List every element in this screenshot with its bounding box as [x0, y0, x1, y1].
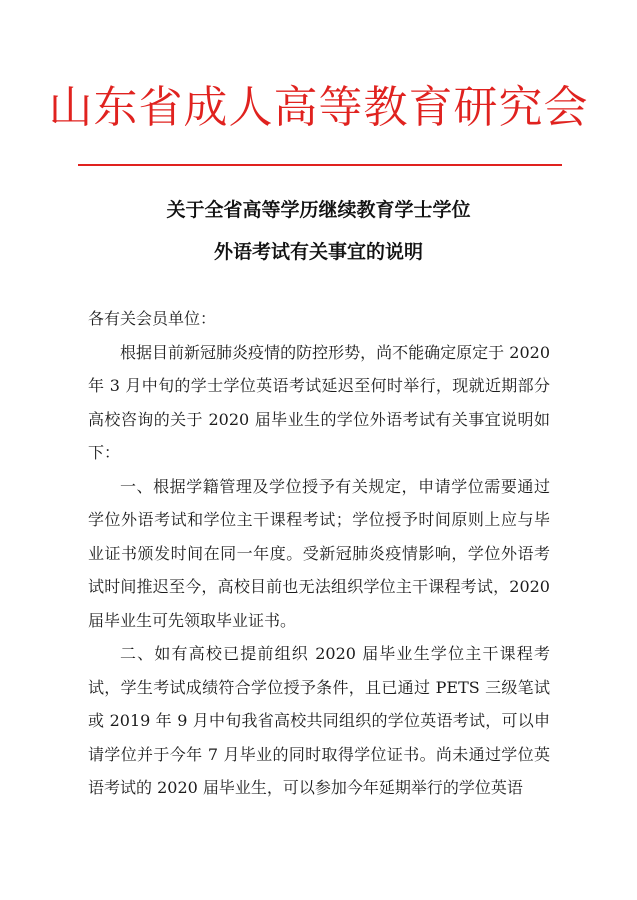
document-title-line-1: 关于全省高等学历继续教育学士学位 [166, 199, 471, 221]
salutation: 各有关会员单位： [88, 309, 217, 328]
paragraph-item-1: 一、根据学籍管理及学位授予有关规定，申请学位需要通过学位外语考试和学位主干课程考试；学位授予时间原则上应与毕业证书颁发时间在同一年度。受新冠肺炎疫情影响，学位外语考试时间推迟至今，高校目前也无法组织学位主干课程考试，2020 届毕业生可先领取毕业证书。 [88, 476, 550, 630]
paragraph-item-2: 二、如有高校已提前组织 2020 届毕业生学位主干课程考试，学生考试成绩符合学位授予条件，且已通过 PETS 三级笔试或 2019 年 9 月中旬我省高校共同组织的学位英语考试，可以申请学位并于今年 7 月毕业的同时取得学位证书。尚未通过学位英语考试的 2020 届毕业生，可以参加今年延期举行的学位英语 [88, 644, 550, 797]
red-divider-line [78, 164, 562, 166]
organization-header: 山东省成人高等教育研究会 [48, 82, 589, 133]
paragraph-intro: 根据目前新冠肺炎疫情的防控形势，尚不能确定原定于 2020 年 3 月中旬的学士学位英语考试延迟至何时举行，现就近期部分高校咨询的关于 2020 届毕业生的学位外语考试有关事宜说明如下： [88, 342, 550, 462]
document-body [88, 302, 550, 805]
document-title-line-2: 外语考试有关事宜的说明 [213, 241, 423, 263]
